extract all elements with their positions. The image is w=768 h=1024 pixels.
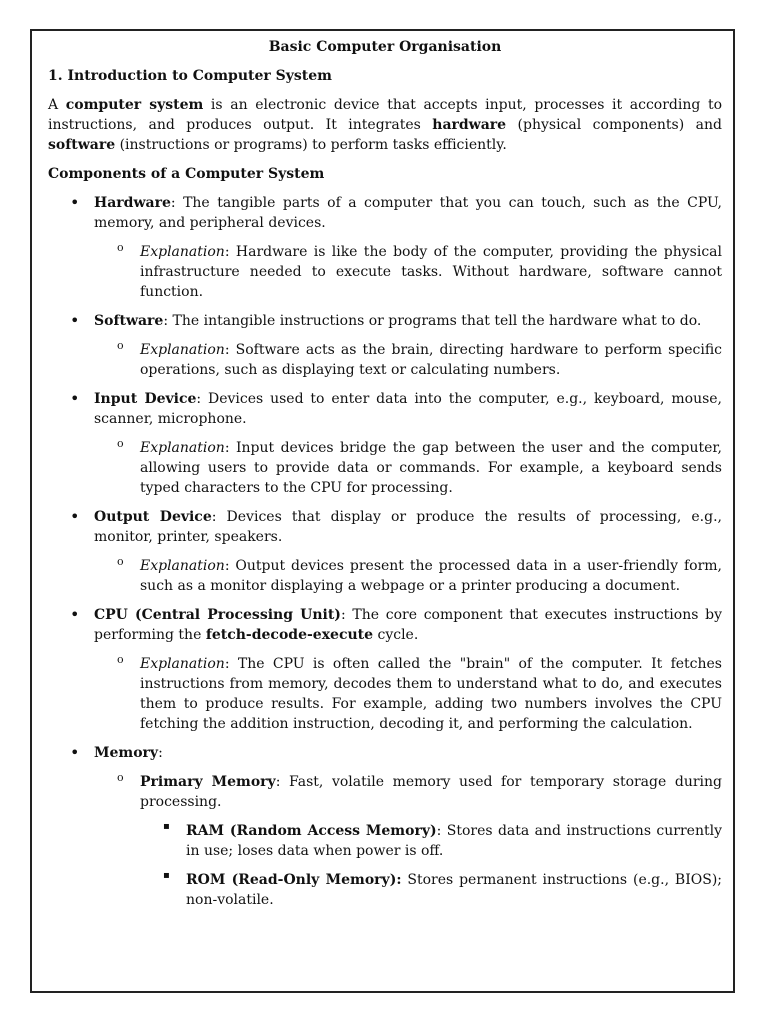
circle-bullet-icon: o: [117, 771, 124, 784]
list-item-software: • Software: The intangible instructions or programs that tell the hardware what to do. o Explanation: Software acts as the brain, directing hardware to perform specific operations, such as displaying text or calculating numbers.: [70, 311, 722, 378]
list-item-hardware: • Hardware: The tangible parts of a computer that you can touch, such as the CPU, memory, and peripheral devices. o Explanation: Hardware is like the body of the computer, providing the physical infrastructure needed to execute tasks. Without hardware, software cannot function.: [70, 193, 722, 300]
list-item-cpu: • CPU (Central Processing Unit): The core component that executes instructions by performing the fetch-decode-execute cycle. o Explanation: The CPU is often called the "brain" of the computer. It fetches instructions from memory, decodes them to understand what to do, and executes them to produce results. For example, adding two numbers involves the CPU fetching the addition instruction, decoding it, and performing the calculation.: [70, 605, 722, 732]
circle-bullet-icon: o: [117, 555, 124, 568]
square-bullet-icon: ▪: [163, 821, 170, 832]
bullet-icon: •: [70, 743, 80, 762]
intro-paragraph: A computer system is an electronic device that accepts input, processes it according to instructions, and produces output. It integrates hardware (physical components) and software (instructions or programs) to perform tasks efficiently.: [48, 97, 723, 153]
list-item-input-device: • Input Device: Devices used to enter data into the computer, e.g., keyboard, mouse, scanner, microphone. o Explanation: Input devices bridge the gap between the user and the computer, allowing users to provide data or commands. For example, a keyboard sends typed characters to the CPU for processing.: [70, 389, 723, 496]
rom-item: ▪ ROM (Read-Only Memory): Stores permanent instructions (e.g., BIOS); non-volatile.: [163, 870, 722, 908]
explanation-input-device: o Explanation: Input devices bridge the gap between the user and the computer, allowing users to provide data or commands. For example, a keyboard sends typed characters to the CPU for processing.: [117, 437, 722, 496]
circle-bullet-icon: o: [117, 241, 124, 254]
section-heading: 1. Introduction to Computer System: [48, 68, 332, 84]
primary-memory-item: o Primary Memory: Fast, volatile memory used for temporary storage during processing. ▪ RAM (Random Access Memory): Stores data and instructions currently in use; loses data when power is off. ▪ ROM (Read-Only Memory): Stores permanent instructions (e.g., BIOS); non-volatile.: [117, 771, 722, 908]
ram-item: ▪ RAM (Random Access Memory): Stores data and instructions currently in use; loses data when power is off.: [163, 821, 722, 859]
list-item-output-device: • Output Device: Devices that display or produce the results of processing, e.g., monitor, printer, speakers. o Explanation: Output devices present the processed data in a user-friendly form, such as a monitor displaying a webpage or a printer producing a document.: [70, 507, 722, 594]
page-border: [30, 29, 735, 993]
bullet-icon: •: [70, 389, 80, 408]
components-heading: Components of a Computer System: [48, 166, 325, 182]
document-body: [48, 37, 722, 919]
square-bullet-icon: ▪: [163, 870, 170, 881]
circle-bullet-icon: o: [117, 653, 124, 666]
explanation-output-device: o Explanation: Output devices present the processed data in a user-friendly form, such as a monitor displaying a webpage or a printer producing a document.: [117, 555, 722, 594]
bullet-icon: •: [70, 507, 80, 526]
components-list: [48, 193, 722, 910]
document-title: Basic Computer Organisation: [268, 39, 502, 55]
explanation-cpu: o Explanation: The CPU is often called the "brain" of the computer. It fetches instructions from memory, decodes them to understand what to do, and executes them to produce results. For example, adding two numbers involves the CPU fetching the addition instruction, decoding it, and performing the calculation.: [117, 653, 722, 732]
list-item-memory: • Memory: o Primary Memory: Fast, volatile memory used for temporary storage during processing. ▪ RAM (Random Access Memory): Stores data and instructions currently in use; loses data when power is off. ▪ ROM (Read-Only Memory): Stores permanent instructions (e.g., BIOS); non-volatile.: [70, 743, 722, 908]
bullet-icon: •: [70, 311, 80, 330]
circle-bullet-icon: o: [117, 339, 124, 352]
bullet-icon: •: [70, 605, 80, 624]
circle-bullet-icon: o: [117, 437, 124, 450]
bullet-icon: •: [70, 193, 80, 212]
explanation-software: o Explanation: Software acts as the brain, directing hardware to perform specific operations, such as displaying text or calculating numbers.: [117, 339, 722, 378]
explanation-hardware: o Explanation: Hardware is like the body of the computer, providing the physical infrastructure needed to execute tasks. Without hardware, software cannot function.: [117, 241, 722, 300]
